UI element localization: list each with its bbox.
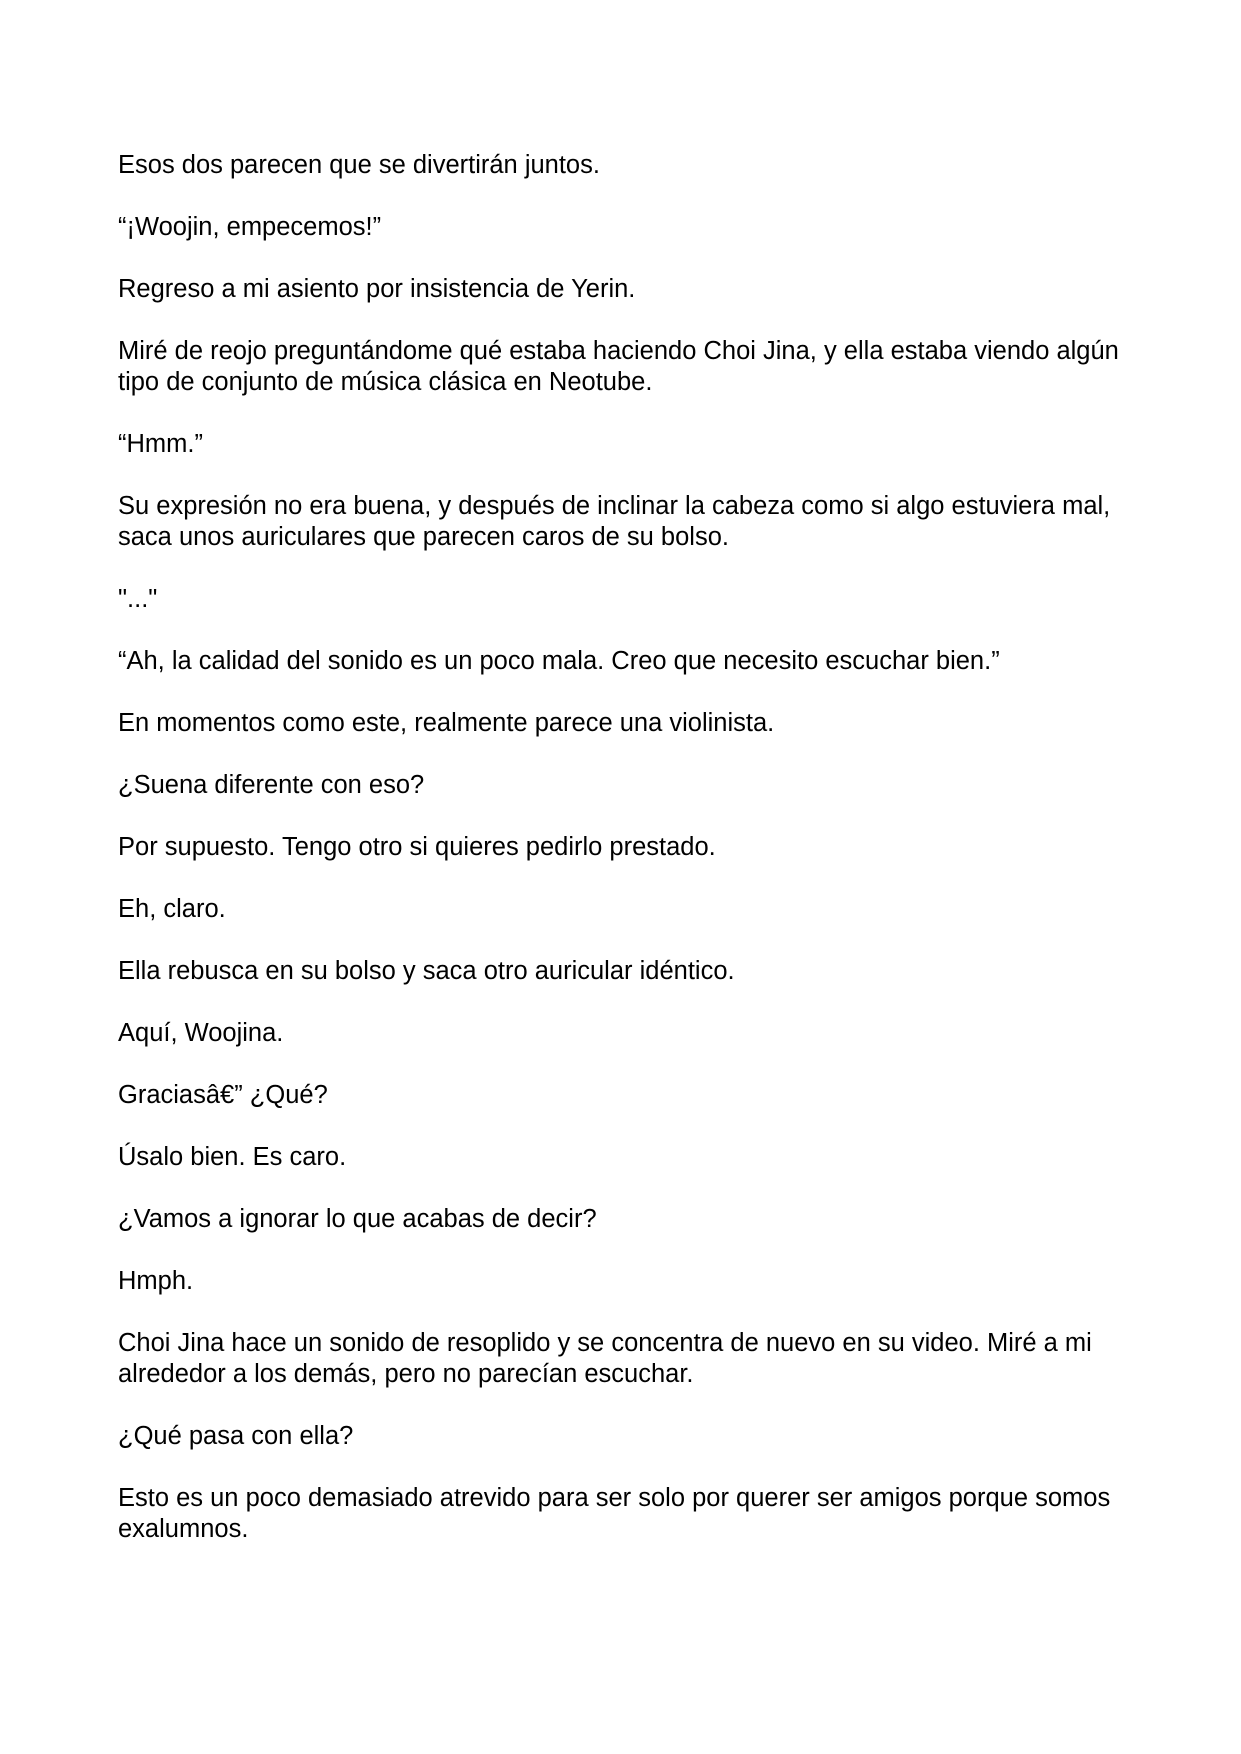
paragraph: Esos dos parecen que se divertirán juntos. <box>118 151 600 179</box>
paragraph: ¿Suena diferente con eso? <box>118 771 425 799</box>
paragraph: Esto es un poco demasiado atrevido para ser solo por querer ser amigos porque somos exalumnos. <box>118 1484 1118 1543</box>
paragraph: “Ah, la calidad del sonido es un poco mala. Creo que necesito escuchar bien.” <box>118 647 1000 675</box>
paragraph: Miré de reojo preguntándome qué estaba haciendo Choi Jina, y ella estaba viendo algún tipo de conjunto de música clásica en Neotube. <box>118 337 1126 396</box>
paragraph: ¿Vamos a ignorar lo que acabas de decir? <box>118 1205 597 1233</box>
paragraph: “Hmm.” <box>118 430 203 458</box>
paragraph: ¿Qué pasa con ella? <box>118 1422 354 1450</box>
paragraph: Ella rebusca en su bolso y saca otro auricular idéntico. <box>118 957 735 985</box>
paragraph: En momentos como este, realmente parece una violinista. <box>118 709 775 737</box>
paragraph: "..." <box>118 585 158 613</box>
paragraph: “¡Woojin, empecemos!” <box>118 213 382 241</box>
paragraph: Aquí, Woojina. <box>118 1019 284 1047</box>
paragraph: Regreso a mi asiento por insistencia de Yerin. <box>118 275 636 303</box>
paragraph: Choi Jina hace un sonido de resoplido y se concentra de nuevo en su video. Miré a mi alrededor a los demás, pero no parecían escuchar. <box>118 1329 1099 1388</box>
paragraph: Por supuesto. Tengo otro si quieres pedirlo prestado. <box>118 833 716 861</box>
paragraph: Graciasâ€” ¿Qué? <box>118 1081 328 1109</box>
document-body <box>118 150 1128 1576</box>
paragraph: Úsalo bien. Es caro. <box>118 1143 347 1171</box>
paragraph: Hmph. <box>118 1267 194 1295</box>
paragraph: Su expresión no era buena, y después de inclinar la cabeza como si algo estuviera mal, saca unos auriculares que parecen caros de su bolso. <box>118 492 1118 551</box>
paragraph: Eh, claro. <box>118 895 226 923</box>
